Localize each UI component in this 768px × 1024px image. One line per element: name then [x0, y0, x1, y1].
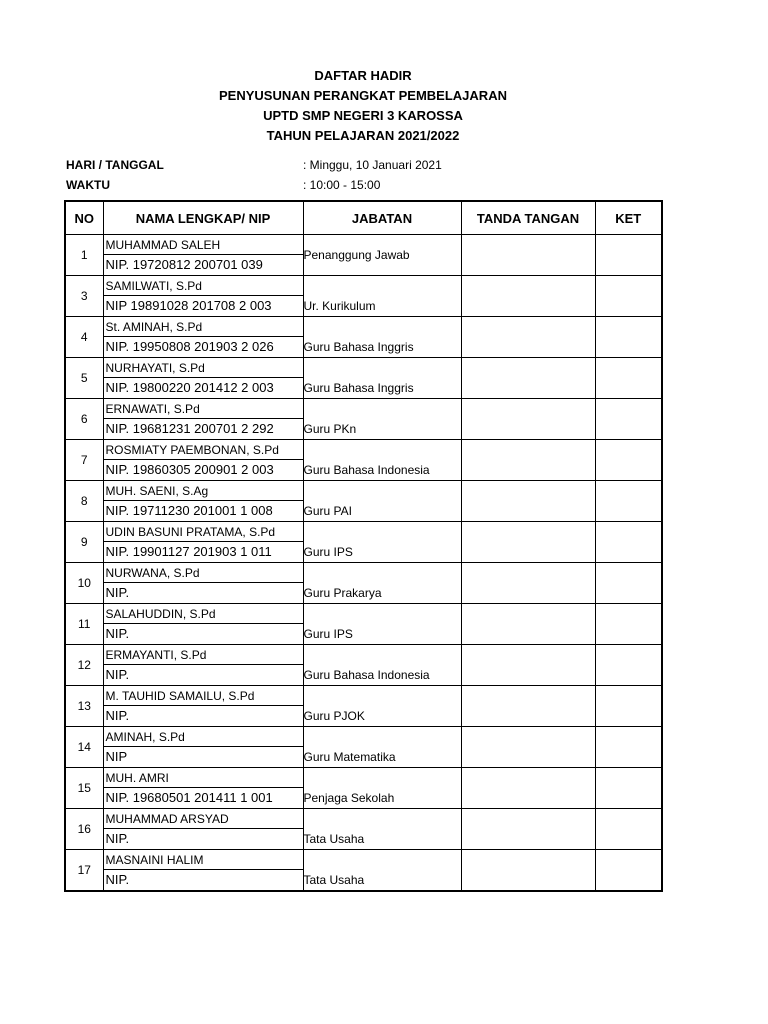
person-nip: NIP. [105, 708, 130, 723]
position-text: Guru Bahasa Indonesia [303, 668, 430, 682]
name-cell [103, 727, 303, 768]
person-name: UDIN BASUNI PRATAMA, S.Pd [104, 522, 303, 542]
position-text: Guru Bahasa Inggris [303, 340, 414, 354]
signature-cell[interactable] [461, 481, 595, 522]
person-nip: NIP. 19950808 201903 2 026 [105, 339, 274, 354]
title-line-4: TAHUN PELAJARAN 2021/2022 [266, 128, 460, 143]
col-header-tanda-tangan: TANDA TANGAN [461, 201, 595, 235]
meeting-info [66, 155, 466, 195]
position-cell [303, 399, 461, 440]
name-cell [103, 276, 303, 317]
remarks-cell[interactable] [595, 645, 662, 686]
position-text: Tata Usaha [303, 832, 365, 846]
remarks-cell[interactable] [595, 235, 662, 276]
name-cell [103, 358, 303, 399]
remarks-cell[interactable] [595, 686, 662, 727]
position-text: Ur. Kurikulum [303, 299, 376, 313]
position-text: Guru Bahasa Inggris [303, 381, 414, 395]
person-name: MUH. AMRI [104, 768, 303, 788]
remarks-cell[interactable] [595, 850, 662, 892]
signature-cell[interactable] [461, 809, 595, 850]
position-cell [303, 276, 461, 317]
row-number: 17 [65, 850, 103, 892]
position-text: Penanggung Jawab [303, 248, 410, 262]
person-nip: NIP. [105, 872, 130, 887]
table-row [65, 522, 662, 563]
signature-cell[interactable] [461, 686, 595, 727]
name-cell [103, 645, 303, 686]
person-nip: NIP. [105, 831, 130, 846]
table-row [65, 235, 662, 276]
name-cell [103, 850, 303, 892]
remarks-cell[interactable] [595, 768, 662, 809]
position-text: Guru PAI [303, 504, 352, 518]
name-cell [103, 809, 303, 850]
signature-cell[interactable] [461, 358, 595, 399]
person-nip: NIP. 19901127 201903 1 011 [105, 544, 272, 559]
position-cell [303, 358, 461, 399]
person-nip: NIP. 19800220 201412 2 003 [105, 380, 274, 395]
table-body [65, 235, 662, 892]
table-row [65, 563, 662, 604]
position-cell [303, 686, 461, 727]
person-name: AMINAH, S.Pd [104, 727, 303, 747]
row-number: 6 [65, 399, 103, 440]
date-label: HARI / TANGGAL [66, 158, 164, 172]
row-number: 9 [65, 522, 103, 563]
remarks-cell[interactable] [595, 440, 662, 481]
person-name: MUH. SAENI, S.Ag [104, 481, 303, 501]
person-nip: NIP. [105, 626, 130, 641]
table-row [65, 727, 662, 768]
table-row [65, 645, 662, 686]
position-cell [303, 235, 461, 276]
date-value: : Minggu, 10 Januari 2021 [303, 158, 442, 172]
position-cell [303, 768, 461, 809]
person-name: St. AMINAH, S.Pd [104, 317, 303, 337]
row-number: 11 [65, 604, 103, 645]
row-number: 7 [65, 440, 103, 481]
signature-cell[interactable] [461, 768, 595, 809]
table-row [65, 686, 662, 727]
person-name: NURWANA, S.Pd [104, 563, 303, 583]
signature-cell[interactable] [461, 850, 595, 892]
person-name: SALAHUDDIN, S.Pd [104, 604, 303, 624]
person-name: ERNAWATI, S.Pd [104, 399, 303, 419]
signature-cell[interactable] [461, 235, 595, 276]
time-row [66, 175, 466, 195]
name-cell [103, 399, 303, 440]
position-cell [303, 522, 461, 563]
row-number: 4 [65, 317, 103, 358]
position-text: Guru IPS [303, 545, 353, 559]
person-nip: NIP 19891028 201708 2 003 [105, 298, 272, 313]
remarks-cell[interactable] [595, 399, 662, 440]
row-number: 13 [65, 686, 103, 727]
name-cell [103, 440, 303, 481]
row-number: 1 [65, 235, 103, 276]
table-row [65, 317, 662, 358]
signature-cell[interactable] [461, 276, 595, 317]
attendance-table [64, 200, 663, 892]
signature-cell[interactable] [461, 317, 595, 358]
person-name: ERMAYANTI, S.Pd [104, 645, 303, 665]
row-number: 8 [65, 481, 103, 522]
position-text: Guru IPS [303, 627, 353, 641]
position-text: Guru Matematika [303, 750, 396, 764]
title-line-1: DAFTAR HADIR [314, 68, 412, 83]
position-text: Penjaga Sekolah [303, 791, 395, 805]
position-cell [303, 850, 461, 892]
remarks-cell[interactable] [595, 481, 662, 522]
name-cell [103, 686, 303, 727]
person-nip: NIP. [105, 667, 130, 682]
person-nip: NIP. 19720812 200701 039 [105, 257, 263, 272]
table-row [65, 809, 662, 850]
remarks-cell[interactable] [595, 563, 662, 604]
table-row [65, 850, 662, 892]
person-name: MASNAINI HALIM [104, 850, 303, 870]
table-row [65, 604, 662, 645]
person-name: NURHAYATI, S.Pd [104, 358, 303, 378]
person-name: SAMILWATI, S.Pd [104, 276, 303, 296]
signature-cell[interactable] [461, 522, 595, 563]
signature-cell[interactable] [461, 645, 595, 686]
position-cell [303, 727, 461, 768]
table-row [65, 276, 662, 317]
position-text: Guru Prakarya [303, 586, 382, 600]
person-nip: NIP. 19681231 200701 2 292 [105, 421, 274, 436]
col-header-jabatan: JABATAN [303, 201, 461, 235]
position-cell [303, 563, 461, 604]
title-line-3: UPTD SMP NEGERI 3 KAROSSA [263, 108, 463, 123]
name-cell [103, 317, 303, 358]
position-text: Guru Bahasa Indonesia [303, 463, 430, 477]
position-text: Guru PKn [303, 422, 357, 436]
remarks-cell[interactable] [595, 317, 662, 358]
row-number: 14 [65, 727, 103, 768]
row-number: 16 [65, 809, 103, 850]
remarks-cell[interactable] [595, 276, 662, 317]
remarks-cell[interactable] [595, 604, 662, 645]
name-cell [103, 235, 303, 276]
person-nip: NIP. [105, 585, 130, 600]
remarks-cell[interactable] [595, 809, 662, 850]
table-row [65, 768, 662, 809]
name-cell [103, 481, 303, 522]
row-number: 15 [65, 768, 103, 809]
person-nip: NIP. 19711230 201001 1 008 [105, 503, 273, 518]
position-cell [303, 809, 461, 850]
col-header-ket: KET [595, 201, 662, 235]
position-cell [303, 645, 461, 686]
signature-cell[interactable] [461, 399, 595, 440]
position-text: Tata Usaha [303, 873, 365, 887]
person-name: M. TAUHID SAMAILU, S.Pd [104, 686, 303, 706]
signature-cell[interactable] [461, 727, 595, 768]
position-cell [303, 604, 461, 645]
table-row [65, 358, 662, 399]
remarks-cell[interactable] [595, 727, 662, 768]
position-text: Guru PJOK [303, 709, 365, 723]
person-nip: NIP. 19860305 200901 2 003 [105, 462, 274, 477]
row-number: 12 [65, 645, 103, 686]
person-name: ROSMIATY PAEMBONAN, S.Pd [104, 440, 303, 460]
date-row [66, 155, 466, 175]
person-name: MUHAMMAD ARSYAD [104, 809, 303, 829]
remarks-cell[interactable] [595, 522, 662, 563]
row-number: 10 [65, 563, 103, 604]
signature-cell[interactable] [461, 440, 595, 481]
position-cell [303, 481, 461, 522]
position-cell [303, 440, 461, 481]
table-header-row [65, 201, 662, 235]
document-title-block [0, 66, 726, 146]
name-cell [103, 604, 303, 645]
table-row [65, 481, 662, 522]
table-row [65, 399, 662, 440]
row-number: 5 [65, 358, 103, 399]
table-row [65, 440, 662, 481]
name-cell [103, 522, 303, 563]
name-cell [103, 563, 303, 604]
signature-cell[interactable] [461, 563, 595, 604]
time-value: : 10:00 - 15:00 [303, 178, 381, 192]
name-cell [103, 768, 303, 809]
row-number: 3 [65, 276, 103, 317]
time-label: WAKTU [66, 178, 110, 192]
person-nip: NIP. 19680501 201411 1 001 [105, 790, 273, 805]
col-header-no: NO [65, 201, 103, 235]
col-header-nama: NAMA LENGKAP/ NIP [103, 201, 303, 235]
position-cell [303, 317, 461, 358]
person-nip: NIP [105, 749, 128, 764]
remarks-cell[interactable] [595, 358, 662, 399]
signature-cell[interactable] [461, 604, 595, 645]
title-line-2: PENYUSUNAN PERANGKAT PEMBELAJARAN [219, 88, 507, 103]
person-name: MUHAMMAD SALEH [104, 235, 303, 255]
